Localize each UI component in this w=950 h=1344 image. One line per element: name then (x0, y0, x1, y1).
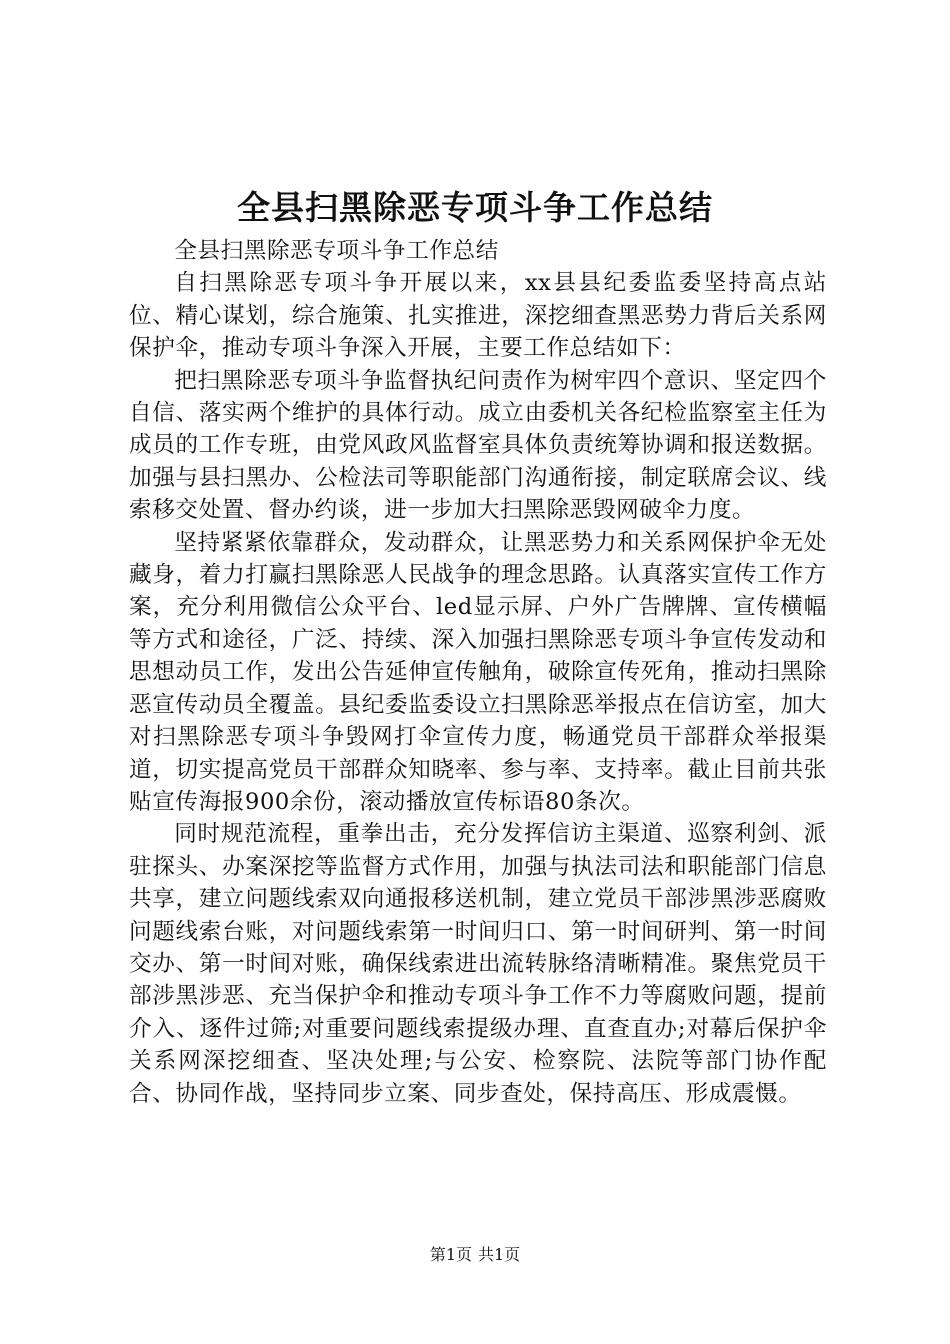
paragraph-accountability: 把扫黑除恶专项斗争监督执纪问责作为树牢四个意识、坚定四个自信、落实两个维护的具体行动。成立由委机关各纪检监察室主任为成员的工作专班，由党风政风监督室具体负责统筹协调和报送数据。加强与县扫黑办、公检法司等职能部门沟通衔接，制定联席会议、线索移交处置、督办约谈，进一步加大扫黑除恶毁网破伞力度。 (129, 367, 827, 524)
paragraph-process: 同时规范流程，重拳出击，充分发挥信访主渠道、巡察利剑、派驻探头、办案深挖等监督方式作用，加强与执法司法和职能部门信息共享，建立问题线索双向通报移送机制，建立党员干部涉黑涉恶腐败问题线索台账，对问题线索第一时间归口、第一时间研判、第一时间交办、第一时间对账，确保线索进出流转脉络清晰精准。聚焦党员干部涉黑涉恶、充当保护伞和推动专项斗争工作不力等腐败问题，提前介入、逐件过筛;对重要问题线索提级办理、直查直办;对幕后保护伞关系网深挖细查、坚决处理;与公安、检察院、法院等部门协作配合、协同作战，坚持同步立案、同步查处，保持高压、形成震慑。 (129, 821, 827, 1107)
page-total: 共1页 (478, 1245, 521, 1264)
page-footer (0, 1244, 950, 1266)
document-body (129, 235, 827, 1110)
paragraph-intro: 自扫黑除恶专项斗争开展以来，xx县县纪委监委坚持高点站位、精心谋划，综合施策、扎实推进，深挖细查黑恶势力背后关系网保护伞，推动专项斗争深入开展，主要工作总结如下： (129, 270, 827, 362)
paragraph-publicity: 坚持紧紧依靠群众，发动群众，让黑恶势力和关系网保护伞无处藏身，着力打赢扫黑除恶人民战争的理念思路。认真落实宣传工作方案，充分利用微信公众平台、led显示屏、户外广告牌牌、宣传横幅等方式和途径，广泛、持续、深入加强扫黑除恶专项斗争宣传发动和思想动员工作，发出公告延伸宣传触角，破除宣传死角，推动扫黑除恶宣传动员全覆盖。县纪委监委设立扫黑除恶举报点在信访室，加大对扫黑除恶专项斗争毁网打伞宣传力度，畅通党员干部群众举报渠道，切实提高党员干部群众知晓率、参与率、支持率。截止目前共张贴宣传海报900余份，滚动播放宣传标语80条次。 (129, 529, 827, 815)
document-title: 全县扫黑除恶专项斗争工作总结 (237, 188, 713, 227)
paragraph-subtitle: 全县扫黑除恶专项斗争工作总结 (174, 238, 499, 264)
page-number: 第1页 (429, 1245, 472, 1264)
